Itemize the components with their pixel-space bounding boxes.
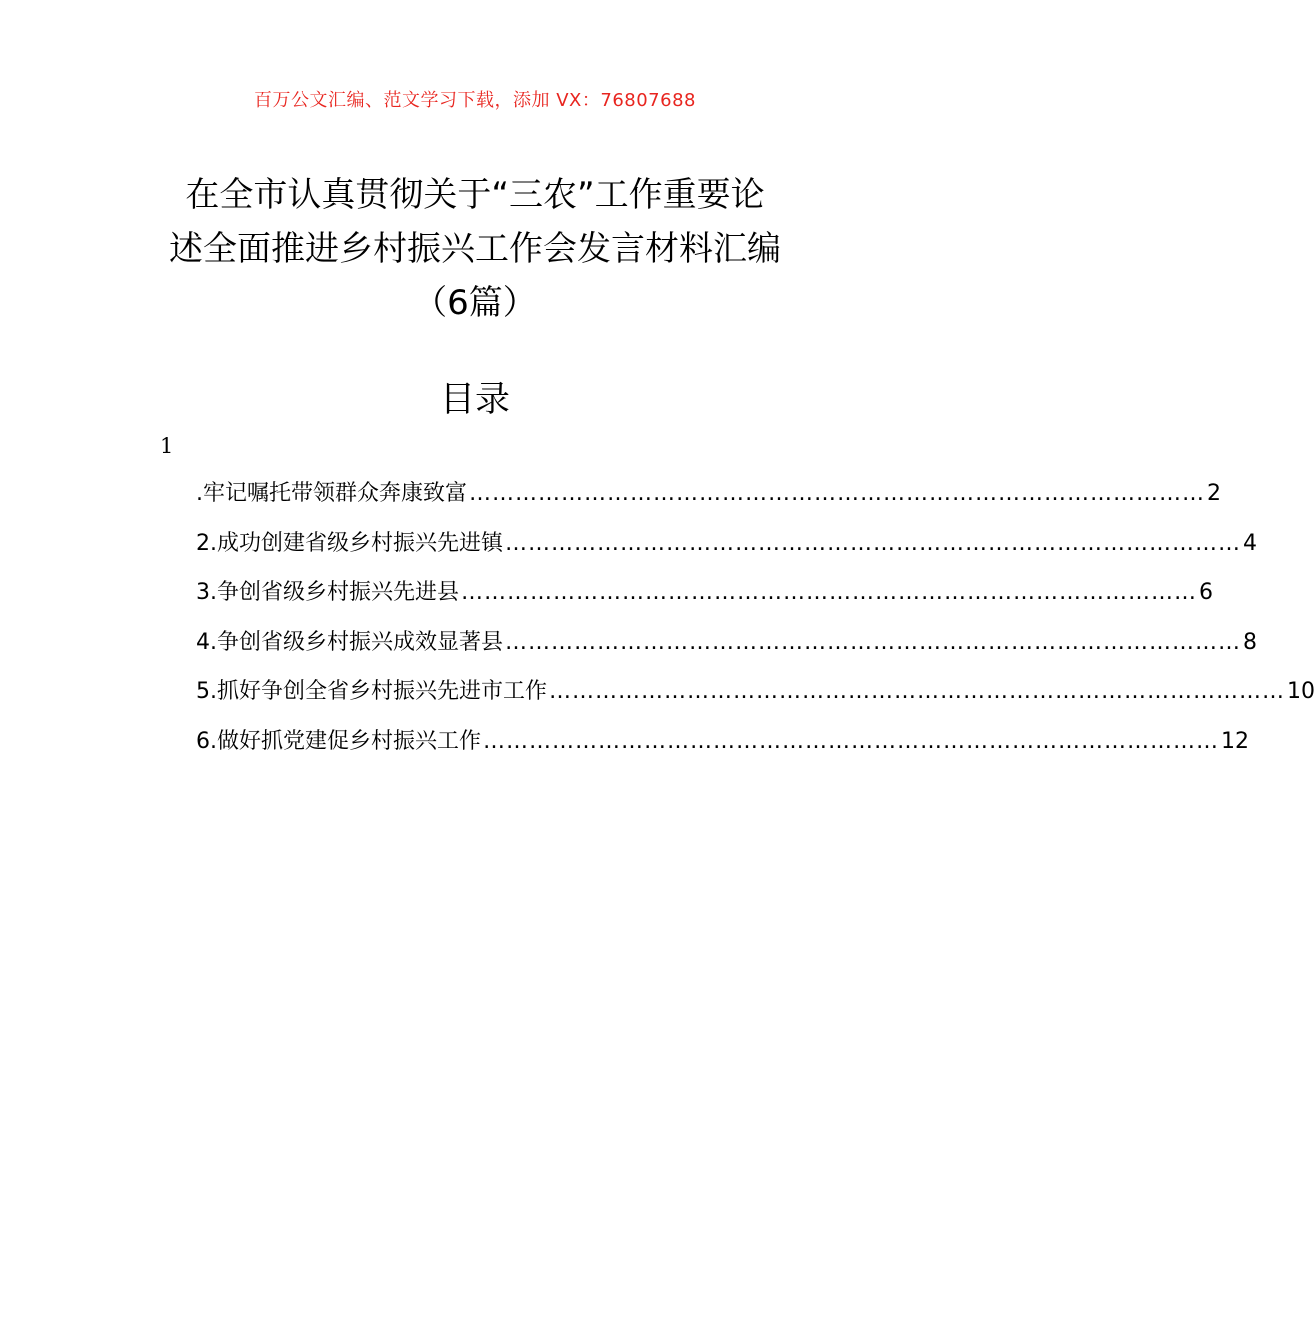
toc-item-page: 8 xyxy=(1243,629,1257,655)
toc-item-4[interactable] xyxy=(196,625,1257,675)
toc-item-page: 12 xyxy=(1221,728,1249,754)
toc-leader-dots: …………………………………………………………………………………… xyxy=(505,530,1241,556)
toc-item-page: 10 xyxy=(1287,679,1315,705)
toc-leader-dots: …………………………………………………………………………………… xyxy=(461,580,1197,606)
toc-item-6[interactable] xyxy=(196,724,1249,774)
toc-item-5[interactable] xyxy=(196,674,1315,724)
toc-heading: 目录 xyxy=(439,380,510,420)
toc-item-page: 4 xyxy=(1243,530,1257,556)
toc-number-marker: 1 xyxy=(160,434,174,458)
toc-leader-dots: …………………………………………………………………………………… xyxy=(549,679,1285,705)
toc-item-label: 2.成功创建省级乡村振兴先进镇 xyxy=(196,530,503,556)
toc-list xyxy=(196,476,1315,774)
title-line-2: 述全面推进乡村振兴工作会发言材料汇编 xyxy=(169,229,781,269)
toc-leader-dots: …………………………………………………………………………………… xyxy=(505,629,1241,655)
title-line-1: 在全市认真贯彻关于“三农”工作重要论 xyxy=(185,175,765,215)
toc-leader-dots: …………………………………………………………………………………… xyxy=(483,728,1219,754)
toc-item-label: 3.争创省级乡村振兴先进县 xyxy=(196,580,459,606)
toc-item-label: 5.抓好争创全省乡村振兴先进市工作 xyxy=(196,679,547,705)
title-line-3: （6篇） xyxy=(413,283,537,323)
toc-item-label: 4.争创省级乡村振兴成效显著县 xyxy=(196,629,503,655)
toc-item-label: 6.做好抓党建促乡村振兴工作 xyxy=(196,728,481,754)
document-title xyxy=(140,168,810,330)
toc-item-page: 2 xyxy=(1207,481,1221,506)
toc-item-3[interactable] xyxy=(196,575,1213,625)
toc-item-1[interactable] xyxy=(196,476,1221,526)
header-promo-note: 百万公文汇编、范文学习下载，添加 VX：76807688 xyxy=(254,90,696,111)
toc-item-page: 6 xyxy=(1199,580,1213,606)
toc-item-2[interactable] xyxy=(196,526,1257,576)
toc-item-label: .牢记嘱托带领群众奔康致富 xyxy=(196,481,467,506)
toc-leader-dots: …………………………………………………………………………………… xyxy=(469,481,1205,506)
